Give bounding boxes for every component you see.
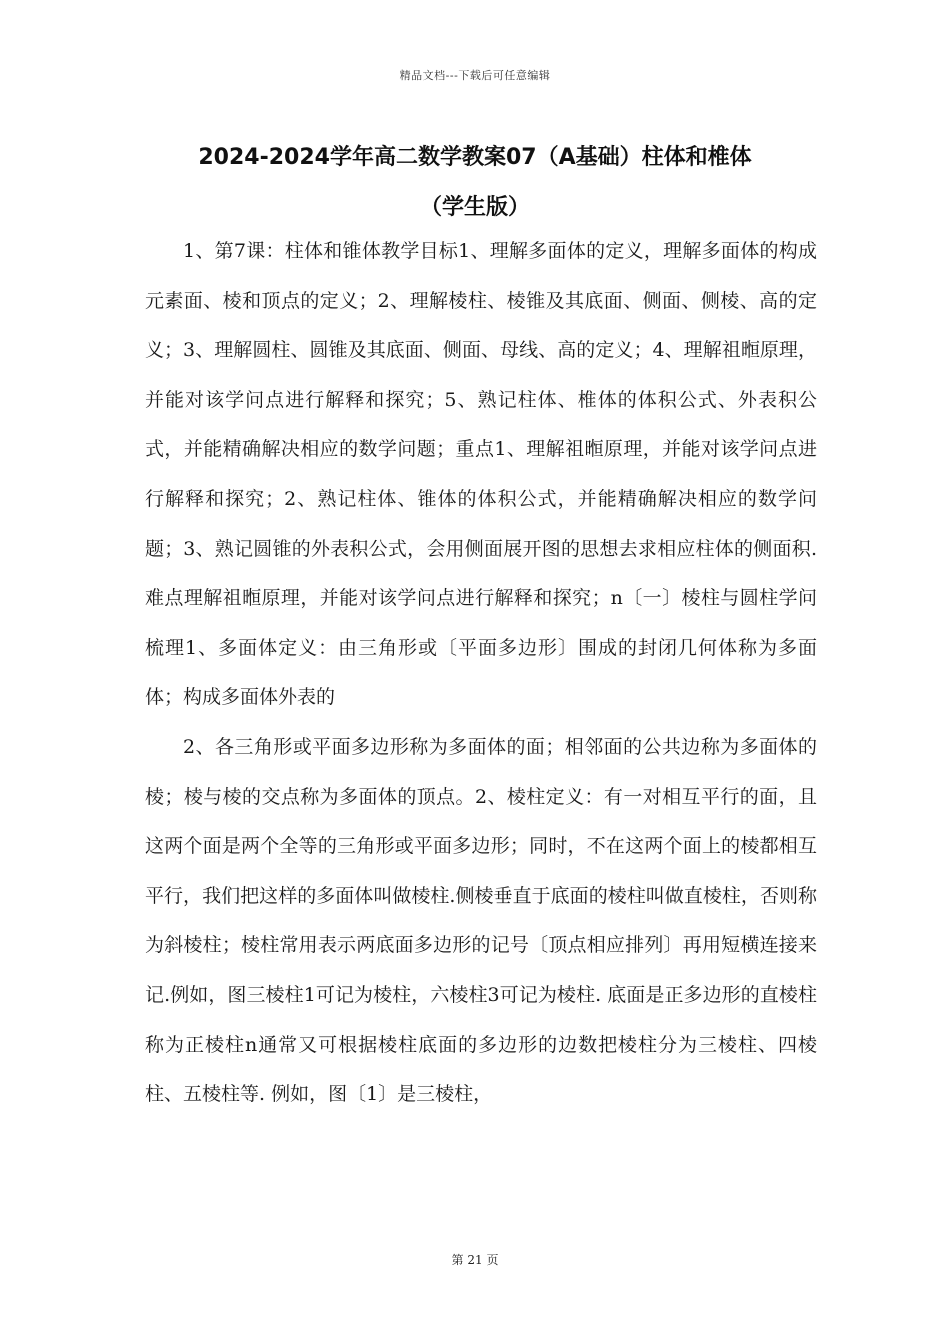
title-line-1: 2024-2024学年高二数学教案07（A基础）柱体和椎体 [198, 145, 752, 170]
document-title [145, 133, 805, 233]
body-text [145, 227, 817, 1120]
paragraph-1: 1、第7课：柱体和锥体教学目标1、理解多面体的定义，理解多面体的构成元素面、棱和顶点的定义；2、理解棱柱、棱锥及其底面、侧面、侧棱、高的定义；3、理解圆柱、圆锥及其底面、侧面、母线、高的定义；4、理解祖暅原理，并能对该学问点进行解释和探究；5、熟记柱体、椎体的体积公式、外表积公式，并能精确解决相应的数学问题；重点1、理解祖暅原理，并能对该学问点进行解释和探究；2、熟记柱体、锥体的体积公式，并能精确解决相应的数学问题；3、熟记圆锥的外表积公式，会用侧面展开图的思想去求相应柱体的侧面积.难点理解祖暅原理，并能对该学问点进行解释和探究；n〔一〕棱柱与圆柱学问梳理1、多面体定义：由三角形或〔平面多边形〕围成的封闭几何体称为多面体；构成多面体外表的 [145, 240, 817, 709]
page-number: 第 21 页 [451, 1253, 499, 1267]
title-line-2: （学生版） [419, 195, 530, 220]
paragraph-2: 2、各三角形或平面多边形称为多面体的面；相邻面的公共边称为多面体的棱；棱与棱的交点称为多面体的顶点。2、棱柱定义：有一对相互平行的面，且这两个面是两个全等的三角形或平面多边形；同时，不在这两个面上的棱都相互平行，我们把这样的多面体叫做棱柱.侧棱垂直于底面的棱柱叫做直棱柱，否则称为斜棱柱；棱柱常用表示两底面多边形的记号〔顶点相应排列〕再用短横连接来记.例如，图三棱柱1可记为棱柱，六棱柱3可记为棱柱. 底面是正多边形的直棱柱称为正棱柱n通常又可根据棱柱底面的多边形的边数把棱柱分为三棱柱、四棱柱、五棱柱等. 例如，图〔1〕是三棱柱， [145, 735, 817, 1106]
page-header: 精品文档---下载后可任意编辑 [399, 69, 551, 82]
